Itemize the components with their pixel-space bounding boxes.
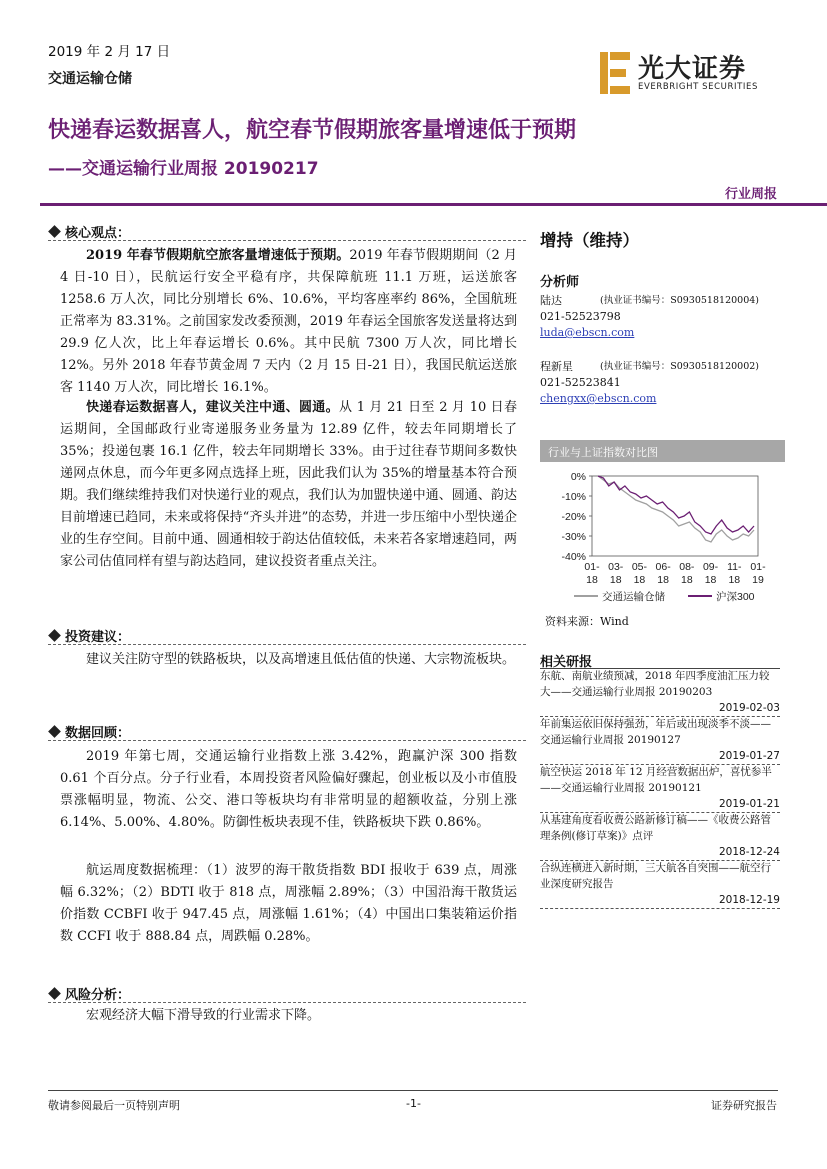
section-divider: [48, 644, 526, 645]
analyst-cert: (执业证书编号：S0930518120004): [600, 295, 759, 306]
x-tick-label-top: 03-: [608, 561, 624, 573]
review-paragraph-2: 航运周度数据梳理：（1）波罗的海干散货指数 BDI 报收于 639 点，周涨幅 6.32%；（2）BDTI 收于 818 点，周涨幅 2.89%；（3）中国沿海干散货运价指数 CCBFI 收于 947.45 点，周涨幅 1.61%；（4）中国出口集装箱运价指数 CCFI 收于 888.84 点，周跌幅 0.28%。: [60, 863, 517, 944]
review-heading: 数据回顾：: [48, 722, 130, 741]
diamond-bullet-icon: [48, 987, 61, 1000]
y-tick-label: -40%: [561, 551, 586, 563]
chart-source: 资料来源：Wind: [545, 615, 629, 628]
x-tick-label-top: 06-: [655, 561, 671, 573]
related-report-link[interactable]: 合纵连横进入新时期，三大航各自突围——航空行业深度研究报告: [540, 862, 771, 890]
x-tick-label-top: 09-: [702, 561, 719, 573]
footer-disclaimer: 敬请参阅最后一页特别声明: [48, 1099, 180, 1112]
analyst-phone: 021-52523841: [540, 376, 621, 389]
core-paragraph-2: [60, 397, 517, 573]
series-line-hs300: [598, 476, 754, 534]
related-report-date: 2018-12-24: [540, 844, 780, 861]
plot-frame: [592, 476, 758, 556]
footer-report-label: 证券研究报告: [711, 1099, 777, 1112]
x-tick-label-top: 01-: [584, 561, 600, 573]
advice-body: 建议关注防守型的铁路板块，以及高增速且低估值的快递、大宗物流板块。: [86, 652, 516, 667]
risk-body: 宏观经济大幅下滑导致的行业需求下降。: [86, 1008, 321, 1023]
x-tick-label-bottom: 18: [586, 574, 598, 586]
core-heading: 核心观点：: [48, 222, 130, 241]
y-tick-label: -20%: [561, 511, 586, 523]
x-tick-label-bottom: 18: [704, 574, 717, 586]
section-divider: [48, 240, 526, 241]
analyst-label: 分析师: [540, 275, 580, 290]
related-report-link[interactable]: 从基建角度看收费公路新修订稿——《收费公路管理条例(修订草案)》点评: [540, 814, 771, 842]
rating: 增持（维持）: [540, 231, 639, 250]
core-p2-lead: 快递春运数据喜人，建议关注中通、圆通。: [86, 400, 339, 415]
report-type: 行业周报: [724, 187, 777, 202]
logo-subtitle: EVERBRIGHT SECURITIES: [638, 82, 758, 92]
related-report-date: 2019-02-03: [540, 700, 780, 717]
x-tick-label-bottom: 18: [633, 574, 646, 586]
y-tick-label: -30%: [561, 531, 586, 543]
x-tick-label-top: 01-: [750, 561, 766, 573]
x-tick-label-bottom: 18: [657, 574, 669, 586]
x-tick-label-bottom: 18: [681, 574, 693, 586]
analyst-card: [540, 293, 785, 341]
analyst-name: 陆达: [540, 294, 562, 307]
x-tick-label-top: 05-: [631, 561, 648, 573]
related-report-link[interactable]: 东航、南航业绩预减，2018 年四季度油汇压力较大——交通运输行业周报 20190203: [540, 670, 770, 698]
page-title: 快递春运数据喜人，航空春节假期旅客量增速低于预期: [48, 118, 577, 143]
analyst-email-link[interactable]: chengxx@ebscn.com: [540, 392, 657, 405]
diamond-bullet-icon: [48, 225, 61, 238]
related-heading: 相关研报: [540, 655, 593, 670]
y-tick-label: -10%: [561, 491, 586, 503]
analyst-card: [540, 359, 785, 407]
x-tick-label-bottom: 18: [728, 574, 741, 586]
page-subtitle: ——交通运输行业周报 20190217: [48, 159, 319, 179]
related-report-date: 2019-01-21: [540, 796, 780, 813]
related-report-link[interactable]: 年前集运依旧保持强劲，年后或出现淡季不淡——交通运输行业周报 20190127: [540, 718, 771, 746]
advice-heading: 投资建议：: [48, 626, 130, 645]
related-report-link[interactable]: 航空快运 2018 年 12 月经营数据出炉，喜忧参半——交通运输行业周报 20190121: [540, 766, 772, 794]
diamond-bullet-icon: [48, 629, 61, 642]
risk-heading: 风险分析：: [48, 984, 130, 1003]
everbright-logo: [600, 48, 800, 96]
sector-label: 交通运输仓储: [48, 71, 132, 87]
y-tick-label: 0%: [570, 471, 586, 483]
x-tick-label-top: 08-: [679, 561, 695, 573]
core-p2-body: 从 1 月 21 日至 2 月 10 日春运期间，全国邮政行业寄递服务业务量为 12.89 亿件，较去年同期增长了 35%；投递包裹 16.1 亿件，较去年同期增长 33%。由于过往春节期间多数快递网点休息，而今年更多网点选择上班，因此我们认为 35%的增量基本符合预期。我们继续维持我们对快递行业的观点，我们认为加盟快递中通、圆通、韵达目前增速已趋同，未来或将保持“齐头并进”的态势，并进一步压缩中小型快递企业的生存空间。目前中通、圆通相较于韵达估值较低，未来若各家增速趋同，两家公司估值同样有望与韵达趋同，建议投资者重点关注。: [60, 400, 517, 569]
report-date: 2019 年 2 月 17 日: [48, 44, 171, 60]
related-report-date: 2019-01-27: [540, 748, 780, 765]
core-p1-lead: 2019 年春节假期航空旅客量增速低于预期。: [86, 248, 350, 263]
analyst-email-link[interactable]: luda@ebscn.com: [540, 326, 635, 339]
x-tick-label-bottom: 18: [609, 574, 622, 586]
logo-name: 光大证券: [638, 54, 747, 84]
page-number: -1-: [406, 1097, 421, 1110]
legend-label-hs300: 沪深300: [716, 591, 755, 603]
footer-divider: [48, 1090, 778, 1091]
core-paragraph-1: [60, 245, 517, 399]
review-paragraph-1: 2019 年第七周，交通运输行业指数上涨 3.42%，跑赢沪深 300 指数 0.61 个百分点。分子行业看，本周投资者风险偏好骤起，创业板以及小市值股票涨幅明显，物流、公交、港口等板块均有非常明显的超额收益，分别上涨 6.14%、5.00%、4.80%。防御性板块表现不佳，铁路板块下跌 0.86%。: [60, 749, 517, 830]
comparison-chart: [540, 466, 785, 611]
section-divider: [48, 1002, 526, 1003]
analyst-name: 程新星: [540, 360, 573, 373]
related-report-date: 2018-12-19: [540, 892, 780, 909]
chart-banner: 行业与上证指数对比图: [540, 440, 785, 462]
series-line-transport: [598, 476, 754, 542]
section-divider: [48, 740, 526, 741]
logo-mark-icon: [600, 52, 630, 94]
analyst-phone: 021-52523798: [540, 310, 621, 323]
x-tick-label-bottom: 19: [752, 574, 764, 586]
core-p1-body: 2019 年春节假期期间（2 月 4 日-10 日），民航运行安全平稳有序，共保障航班 11.1 万班，运送旅客 1258.6 万人次，同比分别增长 6%、10.6%，平均客座率约 86%，全国航班正常率为 83.31%。之前国家发改委预测，2019 年春运全国旅客发送量将达到 29.9 亿人次，比上年春运增长 0.6%。其中民航 7300 万人次，同比增长 12%。另外 2018 年春节黄金周 7 天内（2 月 15 日-21 日），我国民航运送旅客 1140 万人次，同比增长 16.1%。: [60, 248, 517, 395]
x-tick-label-top: 11-: [727, 561, 742, 573]
analyst-cert: (执业证书编号：S0930518120002): [600, 361, 759, 372]
header-divider: [40, 203, 827, 206]
diamond-bullet-icon: [48, 725, 61, 738]
legend-label-transport: 交通运输仓储: [602, 591, 665, 603]
